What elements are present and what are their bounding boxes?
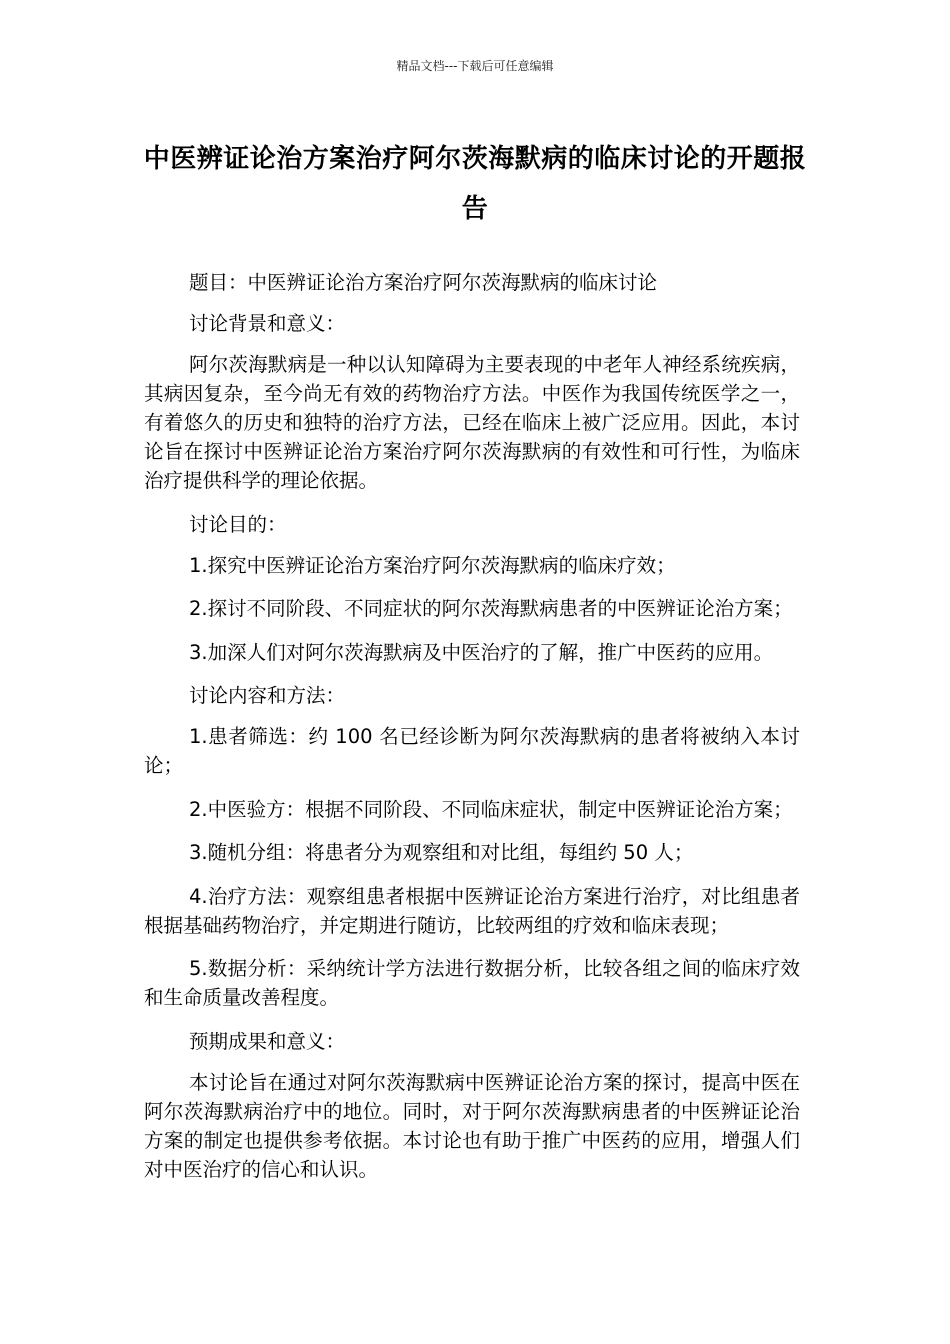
section-heading-methods: 讨论内容和方法： bbox=[189, 684, 346, 707]
method-item: 1.患者筛选：约 100 名已经诊断为阿尔茨海默病的患者将被纳入本讨论； bbox=[144, 725, 800, 777]
topic-line: 题目：中医辨证论治方案治疗阿尔茨海默病的临床讨论 bbox=[189, 271, 658, 294]
method-item: 5.数据分析：采纳统计学方法进行数据分析，比较各组之间的临床疗效和生命质量改善程度。 bbox=[144, 957, 800, 1009]
objective-item: 2.探讨不同阶段、不同症状的阿尔茨海默病患者的中医辨证论治方案； bbox=[189, 597, 793, 620]
objective-item: 1.探究中医辨证论治方案治疗阿尔茨海默病的临床疗效； bbox=[189, 553, 676, 577]
section-heading-background: 讨论背景和意义： bbox=[189, 312, 346, 335]
document-body bbox=[144, 268, 800, 1198]
section-heading-outcomes: 预期成果和意义： bbox=[189, 1029, 346, 1053]
objective-item: 3.加深人们对阿尔茨海默病及中医治疗的了解，推广中医药的应用。 bbox=[189, 640, 774, 664]
method-item: 2.中医验方：根据不同阶段、不同临床症状，制定中医辨证论治方案； bbox=[189, 797, 793, 821]
method-item: 4.治疗方法：观察组患者根据中医辨证论治方案进行治疗，对比组患者根据基础药物治疗，并定期进行随访，比较两组的疗效和临床表现； bbox=[144, 884, 800, 937]
outcomes-paragraph: 本讨论旨在通过对阿尔茨海默病中医辨证论治方案的探讨，提高中医在阿尔茨海默病治疗中的地位。同时，对于阿尔茨海默病患者的中医辨证论治方案的制定也提供参考依据。本讨论也有助于推广中医药的应用，增强人们对中医治疗的信心和认识。 bbox=[144, 1070, 800, 1181]
page-header: 精品文档---下载后可任意编辑 bbox=[396, 59, 554, 73]
document-title: 中医辨证论治方案治疗阿尔茨海默病的临床讨论的开题报告 bbox=[143, 144, 807, 224]
section-heading-objectives: 讨论目的： bbox=[189, 512, 287, 536]
method-item: 3.随机分组：将患者分为观察组和对比组，每组约 50 人； bbox=[189, 841, 694, 864]
background-paragraph: 阿尔茨海默病是一种以认知障碍为主要表现的中老年人神经系统疾病，其病因复杂，至今尚无有效的药物治疗方法。中医作为我国传统医学之一，有着悠久的历史和独特的治疗方法，已经在临床上被广泛应用。因此，本讨论旨在探讨中医辨证论治方案治疗阿尔茨海默病的有效性和可行性，为临床治疗提供科学的理论依据。 bbox=[144, 353, 800, 492]
